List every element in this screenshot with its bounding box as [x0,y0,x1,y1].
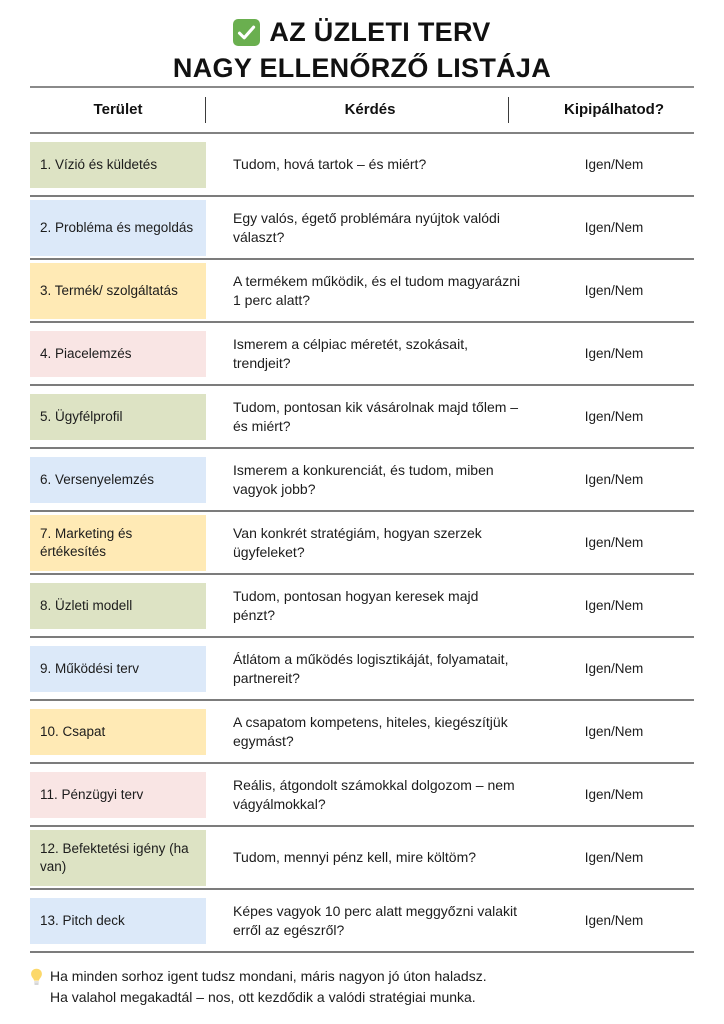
row-question-cell: Egy valós, égető problémára nyújtok valódi választ? [233,209,500,245]
lightbulb-icon [30,968,43,991]
row-answer-cell[interactable]: Igen/Nem [584,597,644,613]
table-row [30,449,694,510]
column-header-area: Terület [93,101,143,118]
table-row [30,512,694,573]
row-answer-cell[interactable]: Igen/Nem [584,345,644,361]
row-area-cell [30,701,206,762]
table-row [30,575,694,636]
row-answer-cell[interactable]: Igen/Nem [584,723,644,739]
page-title [0,0,724,86]
row-question-cell: Van konkrét stratégiám, hogyan szerzek ügyfeleket? [233,524,482,560]
table-row [30,197,694,258]
table-row [30,890,694,951]
table-row [30,323,694,384]
area-chip: 7. Marketing és értékesítés [30,515,206,571]
table-row [30,701,694,762]
row-area-cell [30,197,206,258]
title-text-line-2: NAGY ELLENŐRZŐ LISTÁJA [172,53,552,83]
row-answer-cell[interactable]: Igen/Nem [584,912,644,928]
row-area-cell [30,827,206,888]
row-question-cell: Reális, átgondolt számokkal dolgozom – nem vágyálmokkal? [233,776,515,812]
row-answer-cell[interactable]: Igen/Nem [584,471,644,487]
table-row [30,134,694,195]
green-check-icon [233,19,260,46]
row-answer-cell[interactable]: Igen/Nem [584,219,644,235]
table-row [30,386,694,447]
row-question-cell: A csapatom kompetens, hiteles, kiegészítjük egymást? [233,713,508,749]
area-chip: 9. Működési terv [30,646,206,692]
footer-line-2: Ha valahol megakadtál – nos, ott kezdődik a valódi stratégiai munka. [50,989,476,1005]
area-chip: 12. Befektetési igény (ha van) [30,830,206,886]
row-answer-cell[interactable]: Igen/Nem [584,156,644,172]
row-answer-cell[interactable]: Igen/Nem [584,408,644,424]
area-chip: 4. Piacelemzés [30,331,206,377]
row-area-cell [30,638,206,699]
row-area-cell [30,890,206,951]
column-header-checkable: Kipipálhatod? [564,101,664,118]
row-question-cell: Képes vagyok 10 perc alatt meggyőzni valakit erről az egészről? [233,902,518,938]
row-area-cell [30,764,206,825]
row-area-cell [30,323,206,384]
column-header-question: Kérdés [344,101,396,118]
row-area-cell [30,512,206,573]
row-answer-cell[interactable]: Igen/Nem [584,660,644,676]
area-chip: 6. Versenyelemzés [30,457,206,503]
footer-note [30,953,694,1008]
row-question-cell: Ismerem a célpiac méretét, szokásait, trendjeit? [233,335,468,371]
column-header-row [30,88,694,132]
table-row [30,827,694,888]
row-question-cell: Tudom, pontosan hogyan keresek majd pénzt? [233,587,479,623]
footer-line-1: Ha minden sorhoz igent tudsz mondani, máris nagyon jó úton haladsz. [50,968,487,984]
header-divider-1 [205,97,206,123]
row-area-cell [30,449,206,510]
table-row [30,638,694,699]
row-question-cell: Tudom, mennyi pénz kell, mire költöm? [233,849,477,865]
row-answer-cell[interactable]: Igen/Nem [584,849,644,865]
row-area-cell [30,575,206,636]
row-area-cell [30,260,206,321]
title-line-1 [30,14,694,50]
area-chip: 5. Ügyfélprofil [30,394,206,440]
table-row [30,260,694,321]
area-chip: 8. Üzleti modell [30,583,206,629]
area-chip: 1. Vízió és küldetés [30,142,206,188]
row-question-cell: Tudom, pontosan kik vásárolnak majd tőlem – és miért? [233,398,519,434]
footer-text [50,966,487,1008]
row-area-cell [30,134,206,195]
row-answer-cell[interactable]: Igen/Nem [584,282,644,298]
row-question-cell: Tudom, hová tartok – és miért? [233,156,427,172]
area-chip: 3. Termék/ szolgáltatás [30,263,206,319]
area-chip: 10. Csapat [30,709,206,755]
table-row [30,764,694,825]
title-text-line-1: AZ ÜZLETI TERV [269,17,491,47]
area-chip: 13. Pitch deck [30,898,206,944]
header-divider-2 [508,97,509,123]
row-area-cell [30,386,206,447]
row-question-cell: Ismerem a konkurenciát, és tudom, miben vagyok jobb? [233,461,494,497]
checklist-rows [0,134,724,953]
row-question-cell: A termékem működik, és el tudom magyarázni 1 perc alatt? [233,272,521,308]
area-chip: 11. Pénzügyi terv [30,772,206,818]
row-question-cell: Átlátom a működés logisztikáját, folyamatait, partnereit? [233,650,509,686]
area-chip: 2. Probléma és megoldás [30,200,206,256]
row-answer-cell[interactable]: Igen/Nem [584,534,644,550]
row-answer-cell[interactable]: Igen/Nem [584,786,644,802]
